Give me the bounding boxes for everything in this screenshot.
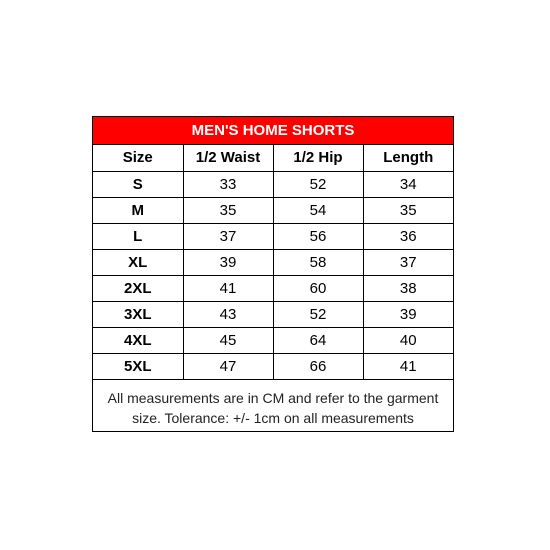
size-chart	[92, 116, 454, 432]
length-cell: 39	[363, 301, 453, 327]
size-cell: L	[93, 223, 183, 249]
size-cell: XL	[93, 249, 183, 275]
waist-cell: 45	[183, 327, 273, 353]
size-cell: S	[93, 171, 183, 197]
column-header-waist: 1/2 Waist	[183, 145, 273, 171]
hip-cell: 60	[273, 275, 363, 301]
column-header-size: Size	[93, 145, 183, 171]
size-cell: 4XL	[93, 327, 183, 353]
table-row	[93, 327, 453, 353]
size-cell: 2XL	[93, 275, 183, 301]
hip-cell: 64	[273, 327, 363, 353]
length-cell: 35	[363, 197, 453, 223]
hip-cell: 58	[273, 249, 363, 275]
waist-cell: 39	[183, 249, 273, 275]
column-header-hip: 1/2 Hip	[273, 145, 363, 171]
length-cell: 40	[363, 327, 453, 353]
hip-cell: 66	[273, 353, 363, 379]
table-row	[93, 249, 453, 275]
waist-cell: 47	[183, 353, 273, 379]
measurement-note: All measurements are in CM and refer to the garment size. Tolerance: +/- 1cm on all measurements	[107, 389, 439, 426]
size-cell: 5XL	[93, 353, 183, 379]
hip-cell: 52	[273, 301, 363, 327]
table-row	[93, 223, 453, 249]
hip-cell: 56	[273, 223, 363, 249]
hip-cell: 54	[273, 197, 363, 223]
table-row	[93, 171, 453, 197]
waist-cell: 33	[183, 171, 273, 197]
table-row	[93, 353, 453, 379]
waist-cell: 43	[183, 301, 273, 327]
waist-cell: 41	[183, 275, 273, 301]
waist-cell: 37	[183, 223, 273, 249]
header-row	[93, 145, 453, 171]
size-cell: 3XL	[93, 301, 183, 327]
length-cell: 38	[363, 275, 453, 301]
length-cell: 34	[363, 171, 453, 197]
length-cell: 37	[363, 249, 453, 275]
column-header-length: Length	[363, 145, 453, 171]
length-cell: 36	[363, 223, 453, 249]
table-row	[93, 275, 453, 301]
chart-title: MEN'S HOME SHORTS	[93, 117, 453, 145]
size-cell: M	[93, 197, 183, 223]
waist-cell: 35	[183, 197, 273, 223]
table-row	[93, 301, 453, 327]
size-table	[93, 145, 453, 380]
hip-cell: 52	[273, 171, 363, 197]
length-cell: 41	[363, 353, 453, 379]
table-row	[93, 197, 453, 223]
